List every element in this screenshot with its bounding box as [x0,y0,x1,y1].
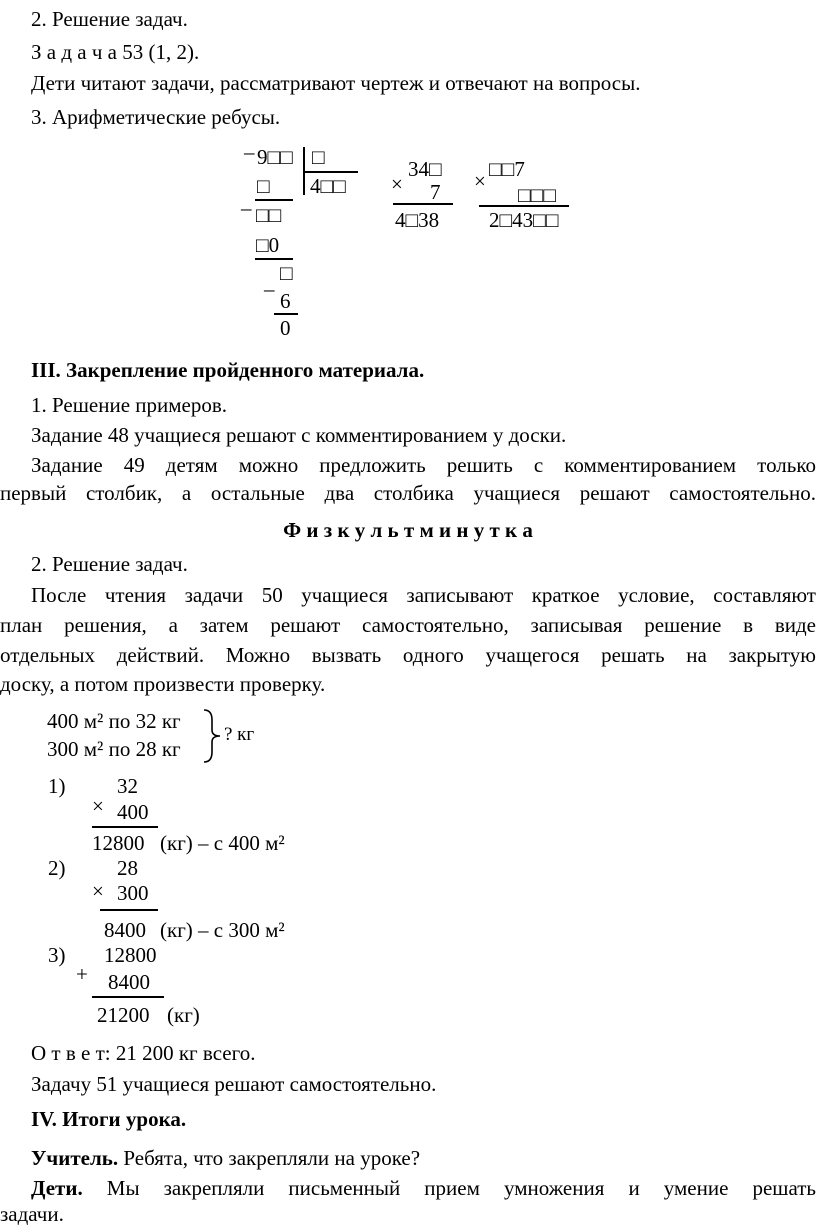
rebus-minus-2: – [241,196,252,220]
step-1-b: 400 [117,800,149,824]
mult2-rule [479,205,569,207]
step-2-times: × [92,879,104,903]
step-1-rule [92,826,158,828]
division-rule-1 [255,199,293,201]
step-1-times: × [92,794,104,818]
rebus-mult1-a: 34□ [408,157,442,181]
step-2-a: 28 [117,856,138,880]
step-1-a: 32 [117,774,138,798]
line-task-50-b: план решения, а затем решают самостоятельно, записывая решение в виде [0,613,816,637]
step-3-plus: + [76,962,88,986]
rebus-mult1-times: × [391,172,403,196]
step-3-result: 21200 [97,1003,150,1027]
line-examples: 1. Решение примеров. [31,393,228,417]
rebus-quotient: 4□□ [310,174,346,198]
line-arithmetic-rebus: 3. Арифметические ребусы. [31,105,281,129]
rebus-remainder-2: □ [280,261,293,285]
divisor-underline [303,171,358,173]
rebus-dividend: 9□□ [257,145,293,169]
heading-fizkultminutka: Ф и з к у л ь т м и н у т к а [283,518,533,542]
division-rule-2 [255,258,293,260]
step-3-b: 8400 [108,970,150,994]
rebus-mult2-result: 2□43□□ [489,208,559,232]
rebus-mult2-b: □□□ [518,183,557,207]
step-3-note: (кг) [167,1003,200,1027]
step-3-a: 12800 [104,943,157,967]
line-task-50-a: После чтения задачи 50 учащиеся записывают краткое условие, составляют [31,583,816,607]
rebus-subtrahend-2: □0 [256,233,280,257]
speaker-teacher: Учитель. [31,1146,119,1170]
line-task-solving: 2. Решение задач. [31,7,188,31]
rebus-mult1-b: 7 [430,180,441,204]
line-task-solving-2: 2. Решение задач. [31,552,188,576]
rebus-minus-3: – [264,277,275,301]
heading-lesson-summary: IV. Итоги урока. [31,1107,187,1131]
rebus-mult1-result: 4□38 [395,208,440,232]
rebus-subtrahend-3: 6 [280,289,291,313]
rebus-mult2-times: × [474,169,486,193]
children-answer: Мы закрепляли письменный прием умножения и умение решать [82,1176,816,1200]
question-kg: ? кг [224,724,255,745]
step-1-result: 12800 [92,831,145,855]
step-3-rule [92,996,164,998]
rebus-minus-1: – [244,140,255,164]
rebus-remainder-1: □□ [256,203,282,227]
curly-brace-icon [200,708,224,764]
condition-2: 300 м² по 28 кг [47,737,181,761]
step-3-number: 3) [48,943,66,967]
line-task-49-a: Задание 49 детям можно предложить решить с комментированием только [31,453,816,477]
step-2-b: 300 [117,881,149,905]
step-2-note: (кг) – с 300 м² [160,918,285,942]
line-task-48: Задание 48 учащиеся решают с комментированием у доски. [31,423,567,447]
mult1-rule [393,203,453,205]
line-children-read: Дети читают задачи, рассматривают чертеж и отвечают на вопросы. [31,71,641,95]
step-2-result: 8400 [104,918,146,942]
line-task-50-c: отдельных действий. Можно вызвать одного учащегося решать на закрытую [0,643,816,667]
line-task-49-b: первый столбик, а остальные два столбика учащиеся решают самостоятельно. [0,481,816,505]
rebus-divisor: □ [312,145,325,169]
step-2-rule [100,909,158,911]
line-children-cont: задачи. [0,1202,64,1226]
line-teacher [31,1145,420,1171]
step-2-number: 2) [48,856,66,880]
line-children [31,1175,816,1201]
rebus-subtrahend-1: □ [257,174,270,198]
division-rule-3 [274,313,298,315]
line-answer: О т в е т: 21 200 кг всего. [31,1041,256,1065]
condition-1: 400 м² по 32 кг [47,709,181,733]
line-task-50-d: доску, а потом произвести проверку. [0,672,326,696]
step-1-note: (кг) – с 400 м² [160,831,285,855]
step-1-number: 1) [48,774,66,798]
rebus-mult2-a: □□7 [489,157,525,181]
line-task-53: З а д а ч а 53 (1, 2). [31,40,200,64]
line-task-51: Задачу 51 учащиеся решают самостоятельно. [31,1072,437,1096]
speaker-children: Дети. [31,1176,83,1200]
rebus-remainder-3: 0 [280,316,291,340]
heading-consolidation: III. Закрепление пройденного материала. [31,358,425,382]
teacher-question: Ребята, что закрепляли на уроке? [118,1146,421,1170]
